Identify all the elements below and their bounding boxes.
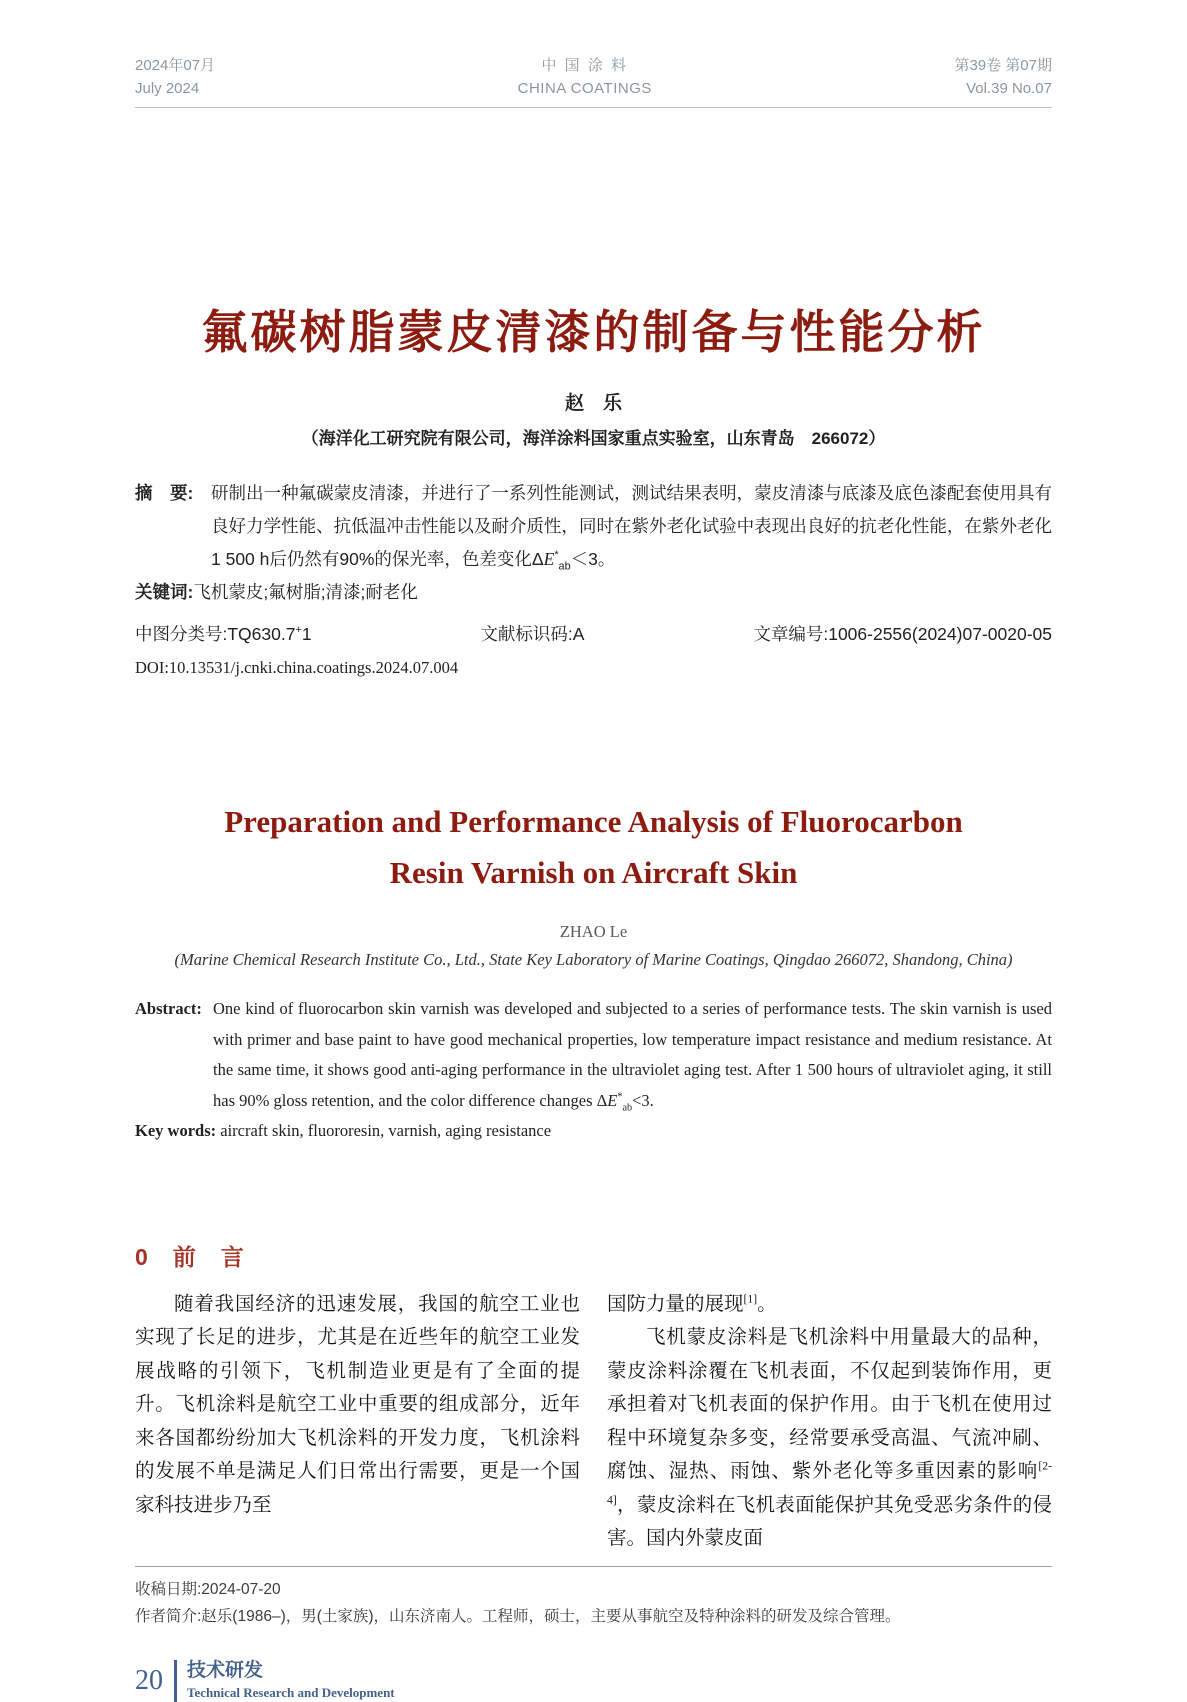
header-journal: [518, 54, 652, 100]
footnote-block: [135, 1566, 1052, 1630]
intro-paragraph-2: 飞机蒙皮涂料是飞机涂料中用量最大的品种，蒙皮涂料涂覆在飞机表面，不仅起到装饰作用，更承担着对飞机表面的保护作用。由于飞机在使用过程中环境复杂多变，经常要承受高温、气流冲刷、腐蚀、湿热、雨蚀、紫外老化等多重因素的影响[2-4]，蒙皮涂料在飞机表面能保护其免受恶劣条件的侵害。国内外蒙皮面: [607, 1327, 1052, 1549]
abstract-en-text: One kind of fluorocarbon skin varnish was developed and subjected to a series of performance tests. The skin varnish is used with primer and base paint to have good mechanical properties, low temperature impact resistance and medium resistance. At the same time, it shows good anti-aging performance in the ultraviolet aging test. After 1 500 hours of ultraviolet aging, it still has 90% gloss retention, and the color difference changes $\Delta E^*_{ab}<3$.: [213, 999, 1052, 1113]
footer-column-zh: 技术研发: [187, 1660, 264, 1681]
classification-row: [135, 621, 1052, 646]
delta-e-symbol-en: E: [607, 1090, 618, 1110]
keywords-en-text: aircraft skin, fluororesin, varnish, aging resistance: [220, 1121, 552, 1140]
header-date-en: July 2024: [135, 80, 200, 97]
header-date: [135, 54, 215, 100]
affiliation-zh: （海洋化工研究院有限公司，海洋涂料国家重点实验室，山东青岛 266072）: [301, 429, 886, 448]
author-en: ZHAO Le: [559, 922, 628, 941]
footer-column-title: [187, 1660, 395, 1701]
keywords-zh-text: 飞机蒙皮;氟树脂;清漆;耐老化: [193, 582, 418, 602]
title-en-line1: Preparation and Performance Analysis of Fluorocarbon: [224, 804, 963, 839]
keywords-en-label: Key words:: [135, 1121, 217, 1140]
received-date: 收稿日期:2024-07-20: [135, 1580, 281, 1598]
intro-paragraph-1: 随着我国经济的迅速发展，我国的航空工业也实现了长足的进步，尤其是在近些年的航空工业发展战略的引领下，飞机制造业更是有了全面的提升。飞机涂料是航空工业中重要的组成部分，近年来各国都纷纷加大飞机涂料的开发力度，飞机涂料的发展不单是满足人们日常出行需要，更是一个国家科技进步乃至: [135, 1293, 580, 1516]
header-issue-zh: 第39卷 第07期: [954, 57, 1052, 74]
footer-column-en: Technical Research and Development: [187, 1685, 395, 1700]
footer-divider-bar: [174, 1660, 177, 1702]
article-title-zh: 氟碳树脂蒙皮清漆的制备与性能分析: [201, 306, 986, 358]
abstract-zh-text: 研制出一种氟碳蒙皮清漆，并进行了一系列性能测试，测试结果表明，蒙皮清漆与底漆及底色漆配套使用具有良好力学性能、抗低温冲击性能以及耐介质性，同时在紫外老化试验中表现出良好的抗老化性能，在紫外老化1 500 h后仍然有90%的保光率，色差变化$\Delta E^*_{ab}<3$。: [211, 483, 1052, 573]
abstract-zh: [135, 477, 1052, 576]
body-column-left: [135, 1288, 580, 1556]
author-bio: 作者简介:赵乐(1986–)，男(土家族)，山东济南人。工程师，硕士，主要从事航空及特种涂料的研发及综合管理。: [135, 1607, 901, 1625]
citation-ref-1: [1]: [743, 1292, 758, 1305]
keywords-en: [135, 1116, 1052, 1147]
body-columns: [135, 1288, 1052, 1556]
delta-e-sup: *: [554, 549, 559, 562]
delta-e-sub: ab: [558, 560, 571, 573]
article-title-en: [135, 796, 1052, 898]
journal-header: [135, 0, 1052, 108]
document-code: 文献标识码:A: [480, 624, 585, 644]
page-footer: [135, 1660, 1052, 1702]
page-number: 20: [135, 1664, 163, 1696]
title-en-line2: Resin Varnish on Aircraft Skin: [389, 855, 798, 890]
abstract-en: [135, 994, 1052, 1116]
author-zh: 赵 乐: [564, 393, 622, 414]
article-id: 文章编号:1006-2556(2024)07-0020-05: [753, 624, 1052, 644]
intro-paragraph-1-continued: 国防力量的展现[1]。: [607, 1292, 777, 1315]
header-date-zh: 2024年07月: [135, 57, 216, 74]
affiliation-en: (Marine Chemical Research Institute Co., Ltd., State Key Laboratory of Marine Coatings, Qingdao 266072, Shandong, China): [174, 950, 1013, 969]
citation-ref-2-4: [2-4]: [607, 1459, 1052, 1506]
abstract-zh-label: 摘 要:: [135, 483, 194, 503]
body-column-right: [607, 1288, 1052, 1556]
doi: DOI:10.13531/j.cnki.china.coatings.2024.07.004: [135, 658, 459, 677]
abstract-en-label: Abstract:: [135, 999, 202, 1018]
keywords-zh-label: 关键词:: [135, 582, 194, 602]
delta-e-sub-en: ab: [622, 1101, 633, 1113]
header-journal-en: CHINA COATINGS: [517, 80, 652, 97]
header-issue: [954, 54, 1052, 100]
section-heading-intro: 0 前 言: [135, 1243, 245, 1270]
clc-number: 中图分类号:TQ630.7+1: [135, 624, 312, 644]
header-issue-en: Vol.39 No.07: [966, 80, 1052, 97]
delta-e-sup-en: *: [617, 1091, 623, 1102]
keywords-zh: [135, 576, 1052, 609]
delta-e-symbol: E: [543, 549, 555, 569]
header-journal-zh: 中 国 涂 料: [541, 57, 628, 74]
